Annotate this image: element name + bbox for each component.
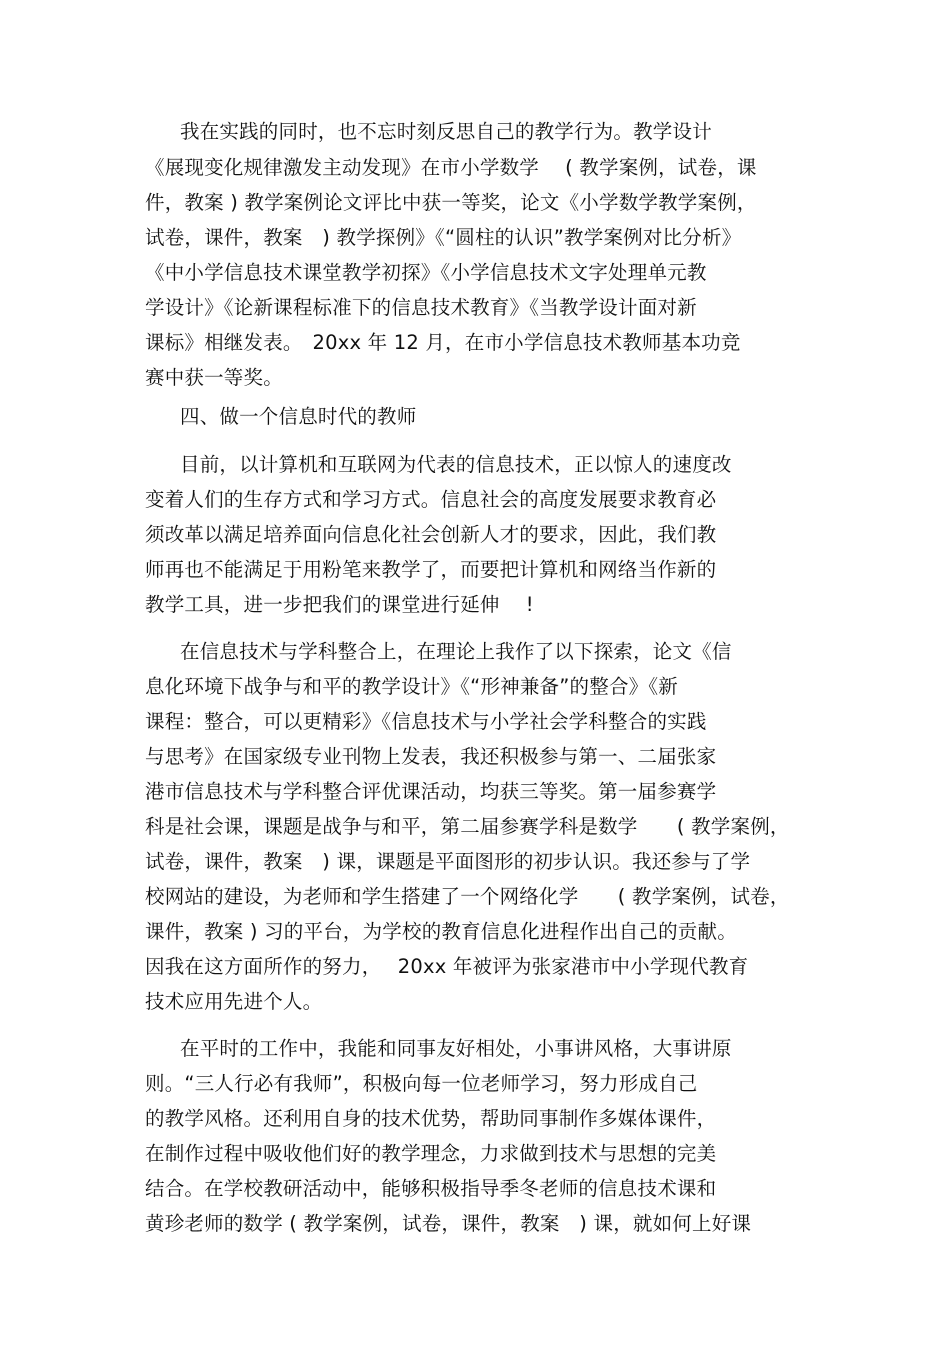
paragraph-line: 赛中获一等奖。 <box>145 366 283 389</box>
paragraph-line: 须改革以满足培养面向信息化社会创新人才的要求，因此，我们教 <box>145 523 717 546</box>
paragraph-line: 学设计》《论新课程标准下的信息技术教育》《当教学设计面对新 <box>145 296 697 319</box>
paragraph-line: 港市信息技术与学科整合评优课活动，均获三等奖。第一届参赛学 <box>145 780 717 803</box>
paragraph-line: 校网站的建设，为老师和学生搭建了一个网络化学 ( 教学案例，试卷， <box>145 885 790 908</box>
paragraph-line: 黄珍老师的数学 ( 教学案例，试卷，课件，教案 ) 课，就如何上好课 <box>145 1212 752 1235</box>
paragraph-line: 的教学风格。还利用自身的技术优势，帮助同事制作多媒体课件， <box>145 1107 717 1130</box>
paragraph-line: 技术应用先进个人。 <box>145 990 323 1013</box>
paragraph-line: 课件，教案 ) 习的平台，为学校的教育信息化进程作出自己的贡献。 <box>145 920 737 943</box>
paragraph-line: 课标》相继发表。 20xx 年 12 月，在市小学信息技术教师基本功竞 <box>145 331 741 354</box>
paragraph-line: 我在实践的同时，也不忘时刻反思自己的教学行为。教学设计 <box>180 120 712 143</box>
section-heading: 四、做一个信息时代的教师 <box>180 405 417 428</box>
paragraph-line: 教学工具，进一步把我们的课堂进行延伸 ! <box>145 593 534 616</box>
paragraph-line: 与思考》在国家级专业刊物上发表，我还积极参与第一、二届张家 <box>145 745 717 768</box>
paragraph-line: 因我在这方面所作的努力， 20xx 年被评为张家港市中小学现代教育 <box>145 955 749 978</box>
paragraph-line: 《中小学信息技术课堂教学初探》《小学信息技术文字处理单元教 <box>145 261 707 284</box>
paragraph-line: 试卷，课件，教案 ) 教学探例》《“圆柱的认识”教学案例对比分析》 <box>145 226 742 249</box>
paragraph-line: 科是社会课，课题是战争与和平，第二届参赛学科是数学 ( 教学案例， <box>145 815 790 838</box>
paragraph-line: 息化环境下战争与和平的教学设计》《“形神兼备”的整合》《新 <box>145 675 679 698</box>
paragraph-line: 《展现变化规律激发主动发现》在市小学数学 ( 教学案例，试卷，课 <box>145 156 757 179</box>
paragraph-line: 师再也不能满足于用粉笔来教学了，而要把计算机和网络当作新的 <box>145 558 717 581</box>
paragraph-line: 试卷，课件，教案 ) 课，课题是平面图形的初步认识。我还参与了学 <box>145 850 751 873</box>
paragraph-line: 件，教案 ) 教学案例论文评比中获一等奖，论文《小学数学教学案例， <box>145 191 757 214</box>
paragraph-line: 结合。在学校教研活动中，能够积极指导季冬老师的信息技术课和 <box>145 1177 717 1200</box>
paragraph-line: 目前，以计算机和互联网为代表的信息技术，正以惊人的速度改 <box>180 453 732 476</box>
paragraph-line: 课程：整合，可以更精彩》《信息技术与小学社会学科整合的实践 <box>145 710 707 733</box>
paragraph-line: 在平时的工作中，我能和同事友好相处，小事讲风格，大事讲原 <box>180 1037 732 1060</box>
paragraph-line: 在制作过程中吸收他们好的教学理念，力求做到技术与思想的完美 <box>145 1142 717 1165</box>
paragraph-line: 在信息技术与学科整合上，在理论上我作了以下探索，论文《信 <box>180 640 732 663</box>
paragraph-line: 则。“三人行必有我师”，积极向每一位老师学习，努力形成自己 <box>145 1072 698 1095</box>
paragraph-line: 变着人们的生存方式和学习方式。信息社会的高度发展要求教育必 <box>145 488 717 511</box>
